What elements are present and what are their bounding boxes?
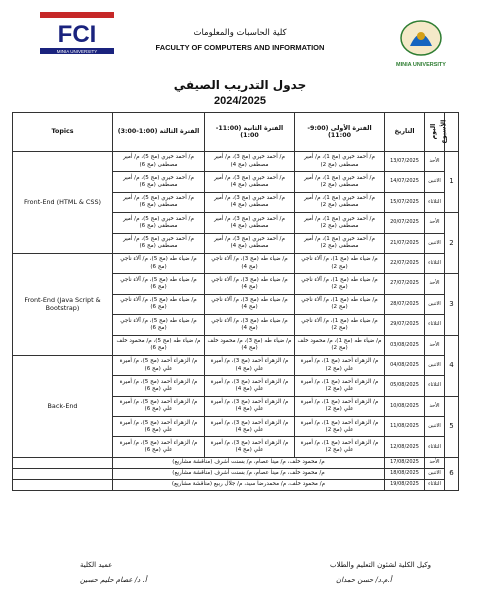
week-number: 2 [445,213,459,274]
period-1-cell: م/ الزهراء أحمد (مج 1)، م/ أميرة علي (مج 2) [295,437,385,457]
period-1-cell: م/ ضياء طه (مج 1)، م/ آلاء ناجي (مج 2) [295,253,385,273]
period-3-cell: م/ أحمد خيري (مج 5)، م/ أمير مصطفى (مج 6) [113,233,205,253]
period-1-cell: م/ أحمد خيري (مج 1)، م/ أمير مصطفى (مج 2) [295,172,385,192]
svg-text:FCI: FCI [57,21,97,48]
period-3-header: الفترة الثالثة (1:00-3:00) [113,113,205,152]
table-row [13,152,459,172]
period-3-cell: م/ الزهراء أحمد (مج 5)، م/ أميرة علي (مج 6) [113,355,205,375]
date-cell: 21/07/2025 [385,233,425,253]
table-row [13,457,459,468]
date-cell: 22/07/2025 [385,253,425,273]
period-3-cell: م/ ضياء طه (مج 5)، م/ آلاء ناجي (مج 6) [113,253,205,273]
period-3-cell: م/ أحمد خيري (مج 5)، م/ أمير مصطفى (مج 6) [113,213,205,233]
date-cell: 17/08/2025 [385,457,425,468]
week-number: 1 [445,152,459,213]
svg-text:MINIA UNIVERSITY: MINIA UNIVERSITY [56,49,98,54]
period-1-header: الفترة الأولى (9:00-11:00) [295,113,385,152]
date-cell: 13/07/2025 [385,152,425,172]
college-name-en: FACULTY OF COMPUTERS AND INFORMATION [155,43,325,52]
date-cell: 04/08/2025 [385,355,425,375]
day-cell: الأحد [425,152,445,172]
date-cell: 11/08/2025 [385,417,425,437]
period-3-cell: م/ الزهراء أحمد (مج 5)، م/ أميرة علي (مج 6) [113,437,205,457]
period-3-cell: م/ أحمد خيري (مج 5)، م/ أمير مصطفى (مج 6) [113,152,205,172]
day-header: اليوم [425,113,445,152]
period-1-cell: م/ الزهراء أحمد (مج 1)، م/ أميرة علي (مج 2) [295,355,385,375]
period-2-cell: م/ أحمد خيري (مج 3)، م/ أمير مصطفى (مج 4) [205,233,295,253]
day-cell: الاثنين [425,233,445,253]
period-2-cell: م/ أحمد خيري (مج 3)، م/ أمير مصطفى (مج 4) [205,213,295,233]
period-2-cell: م/ أحمد خيري (مج 3)، م/ أمير مصطفى (مج 4) [205,192,295,212]
table-row [13,253,459,273]
period-1-cell: م/ ضياء طه (مج 1)، م/ آلاء ناجي (مج 2) [295,274,385,294]
period-2-cell: م/ ضياء طه (مج 3)، م/ آلاء ناجي (مج 4) [205,294,295,314]
vice-dean-title: وكيل الكلية لشئون التعليم والطلاب [330,561,432,569]
date-cell: 14/07/2025 [385,172,425,192]
period-3-cell: م/ ضياء طه (مج 5)، م/ آلاء ناجي (مج 6) [113,274,205,294]
week-number: 4 [445,335,459,396]
day-cell: الثلاثاء [425,437,445,457]
date-cell: 29/07/2025 [385,315,425,335]
period-1-cell: م/ ضياء طه (مج 1)، م/ محمود خلف (مج 2) [295,335,385,355]
day-cell: الأحد [425,335,445,355]
empty-topic-cell [13,457,113,468]
minia-university-logo [392,18,450,70]
period-3-cell: م/ ضياء طه (مج 5)، م/ آلاء ناجي (مج 6) [113,294,205,314]
period-2-cell: م/ الزهراء أحمد (مج 3)، م/ أميرة علي (مج 4) [205,417,295,437]
day-cell: الاثنين [425,172,445,192]
day-cell: الاثنين [425,417,445,437]
week-number: 3 [445,274,459,335]
college-name-ar: كلية الحاسبات والمعلومات [193,28,287,38]
day-cell: الاثنين [425,355,445,375]
week-header: الأسبوع [445,113,459,152]
date-cell: 15/07/2025 [385,192,425,212]
day-cell: الأحد [425,213,445,233]
project-discussion-cell: م/ محمود خلف، م/ مينا عصام، م/ بسنت أشرف (مناقشة مشاريع) [113,468,385,479]
period-3-cell: م/ أحمد خيري (مج 5)، م/ أمير مصطفى (مج 6) [113,192,205,212]
period-1-cell: م/ الزهراء أحمد (مج 1)، م/ أميرة علي (مج 2) [295,396,385,416]
period-2-cell: م/ الزهراء أحمد (مج 3)، م/ أميرة علي (مج 4) [205,437,295,457]
period-2-cell: م/ أحمد خيري (مج 3)، م/ أمير مصطفى (مج 4) [205,172,295,192]
topic-cell: Front-End (Java Script & Bootstrap) [13,253,113,355]
period-2-header: الفترة الثانية (11:00-1:00) [205,113,295,152]
period-1-cell: م/ ضياء طه (مج 1)، م/ آلاء ناجي (مج 2) [295,294,385,314]
date-cell: 27/07/2025 [385,274,425,294]
academic-year: 2024/2025 [214,95,266,107]
date-cell: 05/08/2025 [385,376,425,396]
project-discussion-cell: م/ محمود خلف، م/ مينا عصام، م/ بسنت أشرف (مناقشة مشاريع) [113,457,385,468]
period-2-cell: م/ ضياء طه (مج 3)، م/ آلاء ناجي (مج 4) [205,253,295,273]
period-2-cell: م/ أحمد خيري (مج 3)، م/ أمير مصطفى (مج 4) [205,152,295,172]
period-1-cell: م/ الزهراء أحمد (مج 1)، م/ أميرة علي (مج 2) [295,376,385,396]
date-header: التاريخ [385,113,425,152]
day-cell: الأحد [425,457,445,468]
period-1-cell: م/ أحمد خيري (مج 1)، م/ أمير مصطفى (مج 2) [295,152,385,172]
period-3-cell: م/ الزهراء أحمد (مج 5)، م/ أميرة علي (مج 6) [113,396,205,416]
date-cell: 20/07/2025 [385,213,425,233]
day-cell: الأحد [425,396,445,416]
empty-topic-cell [13,479,113,490]
period-3-cell: م/ الزهراء أحمد (مج 5)، م/ أميرة علي (مج 6) [113,417,205,437]
day-cell: الثلاثاء [425,376,445,396]
svg-text:MINIA UNIVERSITY: MINIA UNIVERSITY [396,62,446,68]
period-3-cell: م/ أحمد خيري (مج 5)، م/ أمير مصطفى (مج 6) [113,172,205,192]
dean-name: أ. د/ عصام حليم حسين [80,576,147,584]
period-3-cell: م/ ضياء طه (مج 5)، م/ آلاء ناجي (مج 6) [113,315,205,335]
date-cell: 19/08/2025 [385,479,425,490]
vice-dean-name: أ.م.د/ حسن حمدان [336,576,392,584]
table-row [13,355,459,375]
schedule-title: جدول التدريب الصيفي [173,78,307,92]
period-2-cell: م/ ضياء طه (مج 3)، م/ محمود خلف (مج 4) [205,335,295,355]
period-2-cell: م/ الزهراء أحمد (مج 3)، م/ أميرة علي (مج 4) [205,396,295,416]
period-2-cell: م/ الزهراء أحمد (مج 3)، م/ أميرة علي (مج 4) [205,355,295,375]
date-cell: 18/08/2025 [385,468,425,479]
date-cell: 28/07/2025 [385,294,425,314]
period-1-cell: م/ الزهراء أحمد (مج 1)، م/ أميرة علي (مج 2) [295,417,385,437]
date-cell: 12/08/2025 [385,437,425,457]
topic-cell: Back-End [13,355,113,457]
day-cell: الاثنين [425,468,445,479]
week-number: 6 [445,457,459,490]
table-header-row [13,113,459,152]
day-cell: الأحد [425,274,445,294]
day-cell: الاثنين [425,294,445,314]
day-cell: الثلاثاء [425,479,445,490]
table-row [13,479,459,490]
period-1-cell: م/ ضياء طه (مج 1)، م/ آلاء ناجي (مج 2) [295,315,385,335]
period-2-cell: م/ ضياء طه (مج 3)، م/ آلاء ناجي (مج 4) [205,274,295,294]
period-1-cell: م/ أحمد خيري (مج 1)، م/ أمير مصطفى (مج 2) [295,233,385,253]
period-3-cell: م/ الزهراء أحمد (مج 5)، م/ أميرة علي (مج 6) [113,376,205,396]
period-2-cell: م/ ضياء طه (مج 3)، م/ آلاء ناجي (مج 4) [205,315,295,335]
topic-cell: Front-End (HTML & CSS) [13,152,113,254]
week-number: 5 [445,396,459,457]
period-2-cell: م/ الزهراء أحمد (مج 3)، م/ أميرة علي (مج 4) [205,376,295,396]
day-cell: الثلاثاء [425,192,445,212]
schedule-table [12,112,458,491]
day-cell: الثلاثاء [425,253,445,273]
period-1-cell: م/ أحمد خيري (مج 1)، م/ أمير مصطفى (مج 2) [295,213,385,233]
topics-header: Topics [13,113,113,152]
project-discussion-cell: م/ محمود خلف، م/ محمدرضا سيد، م/ جلال ربيع (مناقشة مشاريع) [113,479,385,490]
period-1-cell: م/ أحمد خيري (مج 1)، م/ أمير مصطفى (مج 2) [295,192,385,212]
page-header [0,0,480,78]
date-cell: 03/08/2025 [385,335,425,355]
empty-topic-cell [13,468,113,479]
table-row [13,468,459,479]
date-cell: 10/08/2025 [385,396,425,416]
dean-title: عميد الكلية [80,561,113,569]
day-cell: الثلاثاء [425,315,445,335]
period-3-cell: م/ ضياء طه (مج 5)، م/ محمود خلف (مج 6) [113,335,205,355]
